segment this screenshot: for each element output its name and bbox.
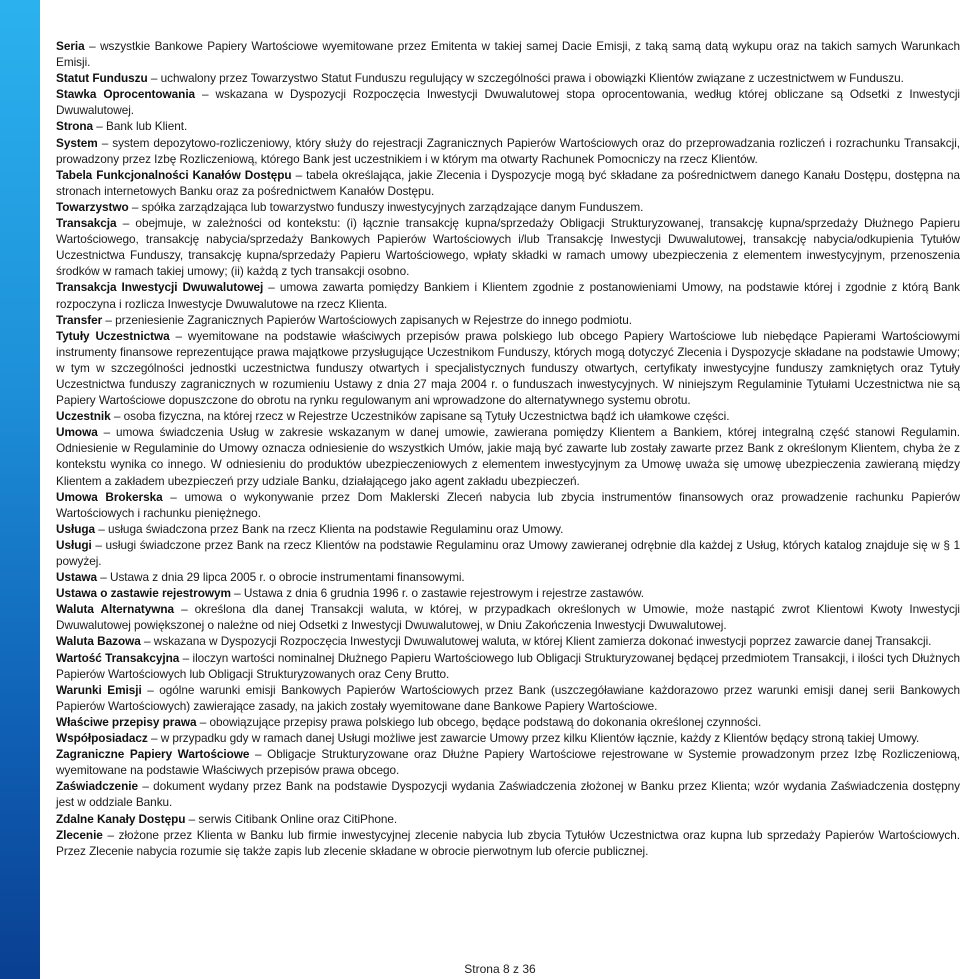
definition-term: Stawka Oprocentowania [56,87,196,102]
definition-item [56,601,960,633]
definition-term: Usługa [56,521,96,536]
definition-term: Tabela Funkcjonalności Kanałów Dostępu [56,167,292,182]
definition-term: Umowa [56,425,98,440]
definition-text: – przeniesienie Zagranicznych Papierów Wartościowych zapisanych w Rejestrze do innego podmiotu. [102,312,632,327]
definition-text: – dokument wydany przez Bank na podstawie Dyspozycji wydania Zaświadczenia złożonej w Banku przez Klienta; wzór wydania Zaświadczenia dostępny jest w oddziale Banku. [56,779,960,810]
definition-item [56,135,960,167]
definition-item [56,279,960,311]
definition-text: – uchwalony przez Towarzystwo Statut Funduszu regulujący w szczególności prawa i obowiązki Klientów związane z uczestnictwem w Funduszu. [147,71,904,86]
definition-item [56,633,960,649]
definition-term: Towarzystwo [56,199,129,214]
definition-item [56,489,960,521]
definition-item [56,118,960,134]
definition-text: – w przypadku gdy w ramach danej Usługi możliwe jest zawarcie Umowy przez kilku Klientów łącznie, każdy z Klientów będący stroną takiej Umowy. [147,731,920,746]
definition-item [56,408,960,424]
definition-item [56,167,960,199]
definition-item [56,811,960,827]
definition-text: – usługa świadczona przez Bank na rzecz Klienta na podstawie Regulaminu oraz Umowy. [95,521,564,536]
definition-term: Ustawa o zastawie rejestrowym [56,586,231,601]
definition-term: Umowa Brokerska [56,489,163,504]
definition-term: Seria [56,39,85,53]
definition-term: Strona [56,119,94,134]
definition-text: – Bank lub Klient. [93,119,188,134]
definition-item [56,778,960,810]
definitions-list [56,38,960,859]
definition-term: Zdalne Kanały Dostępu [56,811,186,826]
definition-text: – wskazana w Dyspozycji Rozpoczęcia Inwestycji Dwuwalutowej waluta, w której Klient zamierza dokonać inwestycji poprzez zawarcie danej Transakcji. [140,634,932,649]
definition-item [56,215,960,279]
definition-text: – obejmuje, w zależności od kontekstu: (i) łącznie transakcję kupna/sprzedaży Obligacji Strukturyzowanej, transakcję kupna/sprzedaży Dłużnego Papieru Wartościowego, transakcję nabycia/sprzedaży Bankowych Papierów Wartościowych i/lub Transakcję Inwestycji Dwuwalutowej, transakcję nabycia/odkupienia Tytułów Uczestnictwa Funduszy, transakcję kupna/sprzedaży Papieru Wartościowego, wpłaty składki w ramach umowy ubezpieczenia z elementem inwestycyjnym, przenoszenia środków w ramach takiej umowy; (ii) każdą z tych transakcji osobno. [56,216,960,279]
definition-text: – określona dla danej Transakcji waluta, w której, w przypadkach określonych w Umowie, może nastąpić zwrot Klientowi Kwoty Inwestycji Dwuwalutowej powiększonej o należne od niej Odsetki z Inwestycji Dwuwalutowej, w Dniu Zakończenia Inwestycji Dwuwalutowej. [56,602,960,633]
definition-term: Transakcja Inwestycji Dwuwalutowej [56,280,264,295]
definition-item [56,746,960,778]
definition-term: Waluta Alternatywna [56,602,175,617]
definition-term: System [56,135,98,150]
definition-text: – wyemitowane na podstawie właściwych przepisów prawa polskiego lub obcego Papiery Wartościowe lub niebędące Papierami Wartościowymi instrumenty finansowe reprezentujące prawa majątkowe przysługujące Uczestnikom Funduszy, których mogą dotyczyć Zlecenia i Dyspozycje składane na podstawie Umowy; w tym w szczególności jednostki uczestnictwa funduszy otwartych i specjalistycznych funduszy otwartych, certyfikaty inwestycyjne funduszy zamkniętych oraz Tytuły Uczestnictwa funduszy zagranicznych w rozumieniu Ustawy z dnia 27 maja 2004 r. o funduszach inwestycyjnych. W niniejszym Regulaminie Tytułami Uczestnictwa nie są Papiery Wartościowe dopuszczone do obrotu na rynku regulowanym ani wprowadzone do alternatywnego systemu obrotu. [56,328,960,408]
definition-term: Transfer [56,312,103,327]
definition-text: – wszystkie Bankowe Papiery Wartościowe wyemitowane przez Emitenta w takiej samej Dacie Emisji, z taką samą datą wykupu oraz na takich samych Warunkach Emisji. [56,39,960,70]
definition-text: – Ustawa z dnia 29 lipca 2005 r. o obrocie instrumentami finansowymi. [97,570,465,585]
definition-term: Ustawa [56,570,98,585]
definition-text: – system depozytowo-rozliczeniowy, który służy do rejestracji Zagranicznych Papierów Wartościowych oraz do przeprowadzania rozliczeń i rozrachunku Transakcji, prowadzony przez Izbę Rozliczeniową, którego Bank jest uczestnikiem i w którym ma otwarty Rachunek Pomocniczy na rzecz Klientów. [56,135,960,166]
definition-item [56,424,960,488]
definition-item [56,827,960,859]
definition-text: – tabela określająca, jakie Zlecenia i Dyspozycje mogą być składane za pośrednictwem danego Kanału Dostępu, dostępna na stronach internetowych Banku oraz za pośrednictwem Kanałów Dostępu. [56,167,960,198]
definition-text: – umowa świadczenia Usług w zakresie wskazanym w danej umowie, zawierana pomiędzy Klientem a Bankiem, której integralną część stanowi Regulamin. Odniesienie w Regulaminie do Umowy oznacza odniesienie do wszystkich Umów, jakie mają być zawarte lub zostały zawarte przez Bank z określonym Klientem, chyba że z kontekstu wynika co innego. W odniesieniu do produktów ubezpieczeniowych z elementem inwestycyjnym za Umowę uważa się umowę ubezpieczenia zawieraną między Klientem a zakładem ubezpieczeń przy udziale Banku, działającego jako agent zakładu ubezpieczeń. [56,425,960,488]
definition-item [56,569,960,585]
definition-item [56,312,960,328]
definition-text: – wskazana w Dyspozycji Rozpoczęcia Inwestycji Dwuwalutowej stopa oprocentowania, według której obliczane są Odsetki z Inwestycji Dwuwalutowej. [56,87,960,118]
definition-item [56,86,960,118]
definition-item [56,650,960,682]
definition-term: Zaświadczenie [56,779,138,794]
definition-item [56,585,960,601]
definition-term: Transakcja [56,216,117,231]
definition-item [56,730,960,746]
definition-text: – usługi świadczone przez Bank na rzecz Klientów na podstawie Regulaminu oraz Umowy zawieranej odrębnie dla każdej z Usług, których katalog znajduje się w § 1 powyżej. [56,537,960,568]
definition-text: – umowa o wykonywanie przez Dom Maklerski Zleceń nabycia lub zbycia instrumentów finansowych oraz prowadzenie rachunku Papierów Wartościowych i rachunku pieniężnego. [56,489,960,520]
definition-text: – serwis Citibank Online oraz CitiPhone. [185,811,398,826]
definition-item [56,38,960,70]
definition-item [56,682,960,714]
definition-item [56,70,960,86]
definition-term: Zagraniczne Papiery Wartościowe [56,747,250,762]
definition-term: Waluta Bazowa [56,634,141,649]
definition-term: Statut Funduszu [56,71,148,86]
definition-text: – ogólne warunki emisji Bankowych Papierów Wartościowych przez Bank (uszczegóławiane każdorazowo przez warunki emisji danej serii Bankowych Papierów Wartościowych) zawierające zasady, na jakich zostały wyemitowane dane Bankowe Papiery Wartościowe. [56,682,960,713]
definition-text: – iloczyn wartości nominalnej Dłużnego Papieru Wartościowego lub Obligacji Strukturyzowanej będącej przedmiotem Transakcji, i ilości tych Dłużnych Papierów Wartościowych lub Obligacji Strukturyzowanych oraz Ceny Brutto. [56,650,960,681]
definition-term: Warunki Emisji [56,682,142,697]
definition-item [56,199,960,215]
definition-term: Uczestnik [56,409,111,424]
definition-term: Wartość Transakcyjna [56,650,180,665]
definition-item [56,521,960,537]
definition-term: Usługi [56,537,92,552]
definition-text: – złożone przez Klienta w Banku lub firmie inwestycyjnej zlecenie nabycia lub zbycia Tytułów Uczestnictwa oraz kupna lub sprzedaży Papierów Wartościowych. Przez Zlecenie nabycia rozumie się także zapis lub zlecenie składane w obrocie pierwotnym lub ofercie publicznej. [56,827,960,858]
definition-term: Współposiadacz [56,731,148,746]
definition-item [56,537,960,569]
definition-text: – Ustawa z dnia 6 grudnia 1996 r. o zastawie rejestrowym i rejestrze zastawów. [230,586,645,601]
page-number: Strona 8 z 36 [464,962,536,976]
definition-text: – osoba fizyczna, na której rzecz w Rejestrze Uczestników zapisane są Tytuły Uczestnictwa bądź ich ułamkowe części. [110,409,730,424]
definition-item [56,714,960,730]
definition-text: – umowa zawarta pomiędzy Bankiem i Klientem zgodnie z postanowieniami Umowy, na podstawie której i zgodnie z którą Bank rozpoczyna i rozlicza Inwestycje Dwuwalutowe na rzecz Klienta. [56,280,960,311]
definition-text: – Obligacje Strukturyzowane oraz Dłużne Papiery Wartościowe rejestrowane w Systemie prowadzonym przez Izbę Rozliczeniową, wyemitowane na podstawie Właściwych przepisów prawa obcego. [56,747,960,778]
decorative-side-bar [0,0,40,979]
definition-term: Zlecenie [56,827,103,842]
definition-text: – obowiązujące przepisy prawa polskiego lub obcego, będące podstawą do dokonania określonej czynności. [196,714,762,729]
definition-item [56,328,960,408]
definition-term: Właściwe przepisy prawa [56,714,197,729]
definition-term: Tytuły Uczestnictwa [56,328,170,343]
definition-text: – spółka zarządzająca lub towarzystwo funduszy inwestycyjnych zarządzające danym Funduszem. [128,199,644,214]
